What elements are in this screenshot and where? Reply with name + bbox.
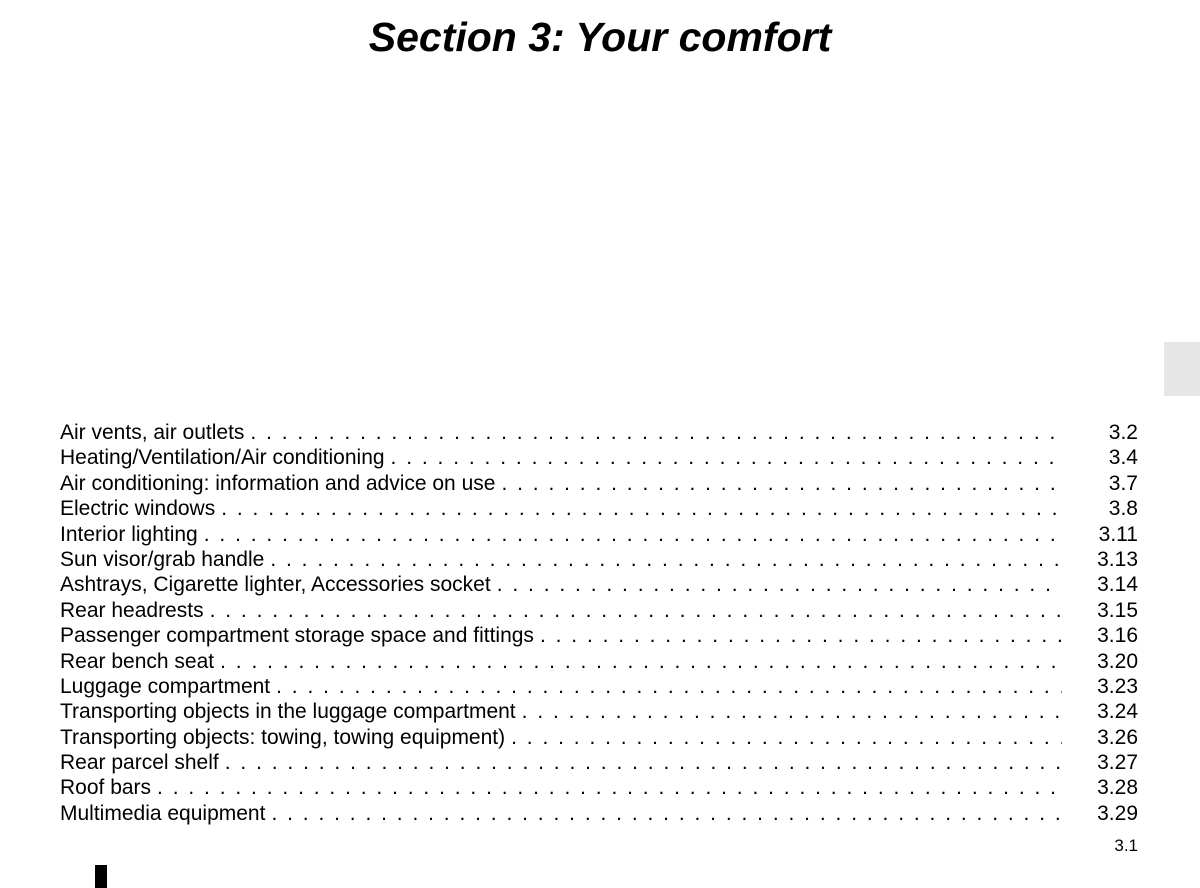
toc-leader-dots — [250, 420, 1062, 445]
toc-leader-dots — [210, 598, 1062, 623]
toc-item[interactable] — [60, 420, 1138, 445]
toc-leader-dots — [511, 725, 1062, 750]
toc-item-label: Passenger compartment storage space and fittings — [60, 624, 534, 648]
toc-item-label: Transporting objects: towing, towing equipment) — [60, 725, 506, 749]
toc-leader-dots — [522, 699, 1062, 724]
toc-item[interactable] — [60, 496, 1138, 521]
toc-item-label: Rear bench seat — [60, 649, 215, 673]
toc-leader-dots — [497, 572, 1062, 597]
toc-item-page: 3.14 — [1097, 573, 1138, 597]
page-title: Section 3: Your comfort — [368, 14, 832, 60]
section-thumb-tab — [1164, 342, 1200, 396]
page-number: 3.1 — [1114, 836, 1138, 855]
toc-item-label: Roof bars — [60, 776, 152, 800]
toc-item[interactable] — [60, 775, 1138, 800]
toc-item-page: 3.26 — [1097, 725, 1138, 749]
toc-item-label: Transporting objects in the luggage compartment — [60, 700, 516, 724]
toc-item[interactable] — [60, 623, 1138, 648]
toc-item-page: 3.8 — [1108, 497, 1138, 521]
toc-item[interactable] — [60, 725, 1138, 750]
toc-item-page: 3.15 — [1097, 598, 1138, 622]
toc-item[interactable] — [60, 801, 1138, 826]
margin-marker — [95, 865, 107, 888]
toc-item-label: Ashtrays, Cigarette lighter, Accessories socket — [60, 573, 491, 597]
toc-item-page: 3.27 — [1097, 751, 1138, 775]
toc-item[interactable] — [60, 598, 1138, 623]
toc-leader-dots — [221, 496, 1062, 521]
toc-item-label: Heating/Ventilation/Air conditioning — [60, 446, 385, 470]
toc-item-page: 3.11 — [1098, 522, 1138, 546]
toc-item-label: Multimedia equipment — [60, 801, 266, 825]
toc-leader-dots — [540, 623, 1062, 648]
toc-item-page: 3.20 — [1097, 649, 1138, 673]
toc-item[interactable] — [60, 750, 1138, 775]
toc-item-label: Air vents, air outlets — [60, 421, 245, 444]
toc-item-page: 3.7 — [1108, 471, 1138, 495]
toc-item[interactable] — [60, 445, 1138, 470]
toc-leader-dots — [501, 471, 1062, 496]
toc-leader-dots — [220, 649, 1062, 674]
toc-item[interactable] — [60, 547, 1138, 572]
toc-item[interactable] — [60, 699, 1138, 724]
toc-item-page: 3.23 — [1097, 674, 1138, 698]
toc-item-label: Electric windows — [60, 497, 216, 521]
toc-leader-dots — [391, 445, 1062, 470]
toc-item-label: Interior lighting — [60, 522, 198, 546]
toc-item-page: 3.28 — [1097, 776, 1138, 800]
toc-item-label: Air conditioning: information and advice on use — [60, 471, 496, 495]
toc-leader-dots — [204, 522, 1062, 547]
toc-item-label: Sun visor/grab handle — [60, 547, 265, 571]
toc-item-label: Rear headrests — [60, 598, 204, 622]
toc-item-page: 3.4 — [1108, 446, 1138, 470]
table-of-contents — [60, 420, 1138, 826]
toc-item[interactable] — [60, 471, 1138, 496]
toc-leader-dots — [157, 775, 1062, 800]
toc-item-label: Rear parcel shelf — [60, 751, 219, 775]
toc-item-page: 3.13 — [1097, 547, 1138, 571]
toc-item[interactable] — [60, 649, 1138, 674]
toc-item-page: 3.16 — [1097, 624, 1138, 648]
toc-item-page: 3.24 — [1097, 700, 1138, 724]
toc-item[interactable] — [60, 674, 1138, 699]
toc-item-label: Luggage compartment — [60, 674, 271, 698]
toc-leader-dots — [276, 674, 1062, 699]
toc-item[interactable] — [60, 522, 1138, 547]
toc-item[interactable] — [60, 572, 1138, 597]
toc-leader-dots — [225, 750, 1062, 775]
toc-leader-dots — [271, 801, 1062, 826]
toc-item-page: 3.29 — [1097, 801, 1138, 825]
toc-item-page: 3.2 — [1108, 421, 1138, 444]
toc-leader-dots — [270, 547, 1062, 572]
